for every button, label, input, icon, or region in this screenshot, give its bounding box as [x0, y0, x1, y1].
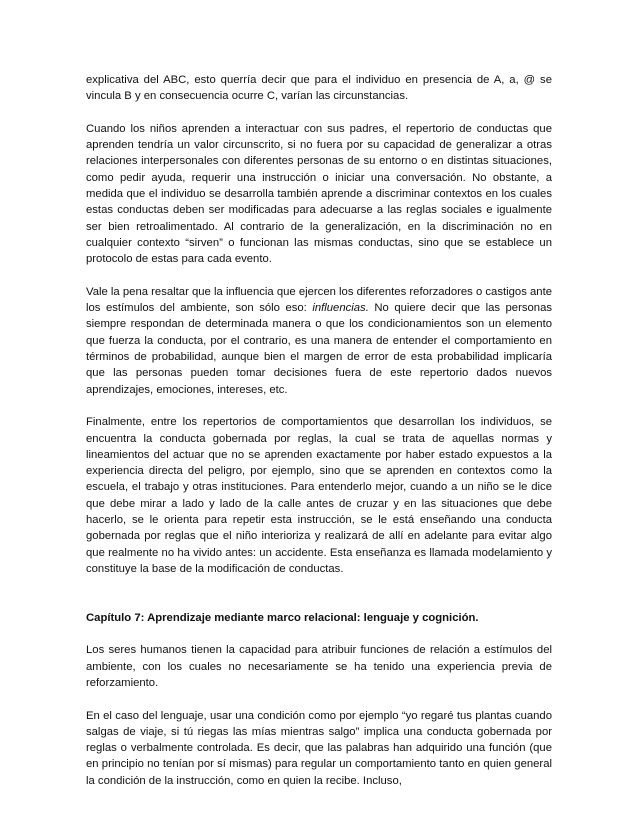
influences-text-after: No quiere decir que las personas siempre respondan de determinada manera o que los condicionamientos son un elemento que fuerza la conducta, por el contrario, es una manera de entender el comportamiento en términos de probabilidad, aunque bien el margen de error de esta probabilidad implicaría que las personas pueden tomar decisiones fuera de este repertorio dados nuevos aprendizajes, emociones, intereses, etc.: [86, 302, 552, 396]
document-page: [86, 72, 552, 805]
influences-italic-word: influencias.: [312, 302, 369, 315]
influences-text-before: Vale la pena resaltar que la influencia que ejercen los diferentes reforzadores o castigos ante los estímulos del ambiente, son sólo eso:: [86, 285, 552, 315]
paragraph-reinforcer-influences: [86, 284, 552, 398]
paragraph-generalization-discrimination: Cuando los niños aprenden a interactuar con sus padres, el repertorio de conductas que aprenden tendría un valor circunscrito, si no fuera por su capacidad de generalizar a otras relaciones interpersonales con diferentes personas de su entorno o en distintas situaciones, como pedir ayuda, requerir una instrucción o iniciar una conversación. No obstante, a medida que el individuo se desarrolla también aprende a discriminar contextos en los cuales estas conductas deben ser modificadas para adecuarse a las reglas sociales e igualmente ser bien retroalimentado. Al contrario de la generalización, en la discriminación no en cualquier contexto “sirven” o funcionan las mismas conductas, sino que se establece un protocolo de estas para cada evento.: [86, 122, 552, 266]
paragraph-language-example: En el caso del lenguaje, usar una condición como por ejemplo “yo regaré tus plantas cuando salgas de viaje, si tú riegas las mías mientras salgo” implica una conducta gobernada por reglas o verbalmente controlada. Es decir, que las palabras han adquirido una función (que en principio no tenían por sí mismas) para regular un comportamiento tanto en quien general la condición de la instrucción, como en quien la recibe. Incluso,: [86, 709, 552, 787]
chapter-heading: Capítulo 7: Aprendizaje mediante marco relacional: lenguaje y cognición.: [86, 611, 479, 624]
paragraph-rule-governed-behavior: Finalmente, entre los repertorios de comportamientos que desarrollan los individuos, se encuentra la conducta gobernada por reglas, la cual se trata de aquellas normas y lineamientos del actuar que no se aprenden exactamente por haber estado expuestos a la experiencia directa del peligro, por ejemplo, sino que se aprenden en contextos como la escuela, el trabajo y otras instituciones. Para entenderlo mejor, cuando a un niño se le dice que debe mirar a lado y lado de la calle antes de cruzar y en las situaciones que debe hacerlo, se le orienta para repetir esta instrucción, se le está enseñando una conducta gobernada por reglas que el niño interioriza y realizará de allí en adelante para evitar algo que realmente no ha vivido antes: un accidente. Esta enseñanza es llamada modelamiento y constituye la base de la modificación de conductas.: [86, 416, 552, 575]
paragraph-relational-functions: Los seres humanos tienen la capacidad para atribuir funciones de relación a estímulos del ambiente, con los cuales no necesariamente se ha tenido una experiencia previa de reforzamiento.: [86, 644, 552, 689]
paragraph-abc-explanation: explicativa del ABC, esto querría decir que para el individuo en presencia de A, a, @ se vincula B y en consecuencia ocurre C, varían las circunstancias.: [86, 74, 552, 103]
